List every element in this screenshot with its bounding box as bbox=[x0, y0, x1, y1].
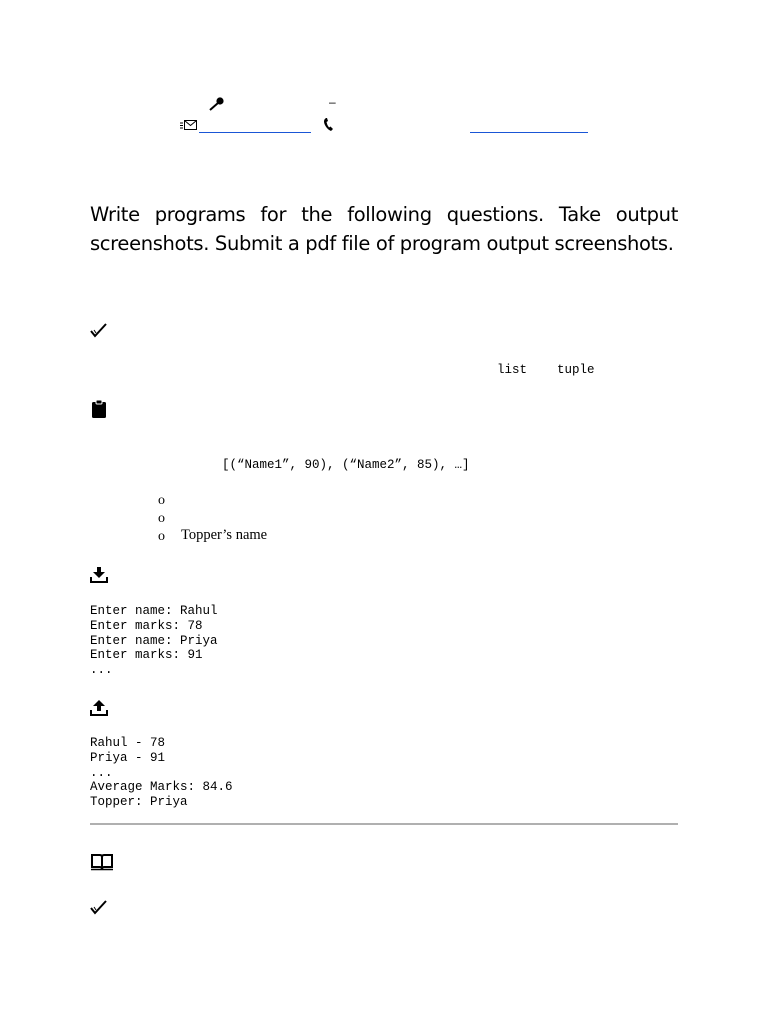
keyword-tuple: tuple bbox=[557, 363, 595, 377]
code-line: Topper: Priya bbox=[90, 795, 188, 810]
code-line: Rahul - 78 bbox=[90, 736, 166, 750]
sample-output bbox=[90, 736, 233, 810]
upload-icon bbox=[90, 699, 108, 716]
section-divider bbox=[90, 823, 678, 825]
phone-icon bbox=[323, 117, 335, 132]
check-icon bbox=[90, 322, 108, 339]
code-line: ... bbox=[90, 663, 113, 678]
instructions-heading: Write programs for the following questions. Take output screenshots. Submit a pdf file of program output screenshots. bbox=[90, 203, 678, 255]
code-line: Priya - 91 bbox=[90, 750, 166, 765]
phone-link[interactable] bbox=[470, 132, 588, 133]
pin-icon bbox=[207, 96, 225, 112]
header-dash: – bbox=[329, 95, 336, 109]
book-icon bbox=[90, 853, 114, 871]
code-line: ... bbox=[90, 765, 113, 780]
email-link[interactable] bbox=[199, 132, 311, 133]
bullet-marker: o bbox=[158, 529, 165, 544]
code-line: Enter marks: 78 bbox=[90, 618, 203, 633]
bullet-text-topper: Topper’s name bbox=[181, 527, 268, 543]
sample-input bbox=[90, 604, 218, 678]
bullet-marker: o bbox=[158, 511, 165, 526]
keyword-list: list bbox=[497, 363, 528, 377]
code-line: Average Marks: 84.6 bbox=[90, 780, 233, 795]
clipboard-icon bbox=[91, 399, 107, 419]
code-line: Enter name: Priya bbox=[90, 633, 218, 648]
code-line: Enter marks: 91 bbox=[90, 648, 203, 663]
bullet-marker: o bbox=[158, 493, 165, 508]
example-format: [(“Name1”, 90), (“Name2”, 85), …] bbox=[222, 458, 470, 472]
email-icon bbox=[180, 119, 198, 131]
code-line: Enter name: Rahul bbox=[90, 604, 218, 618]
download-icon bbox=[90, 566, 108, 583]
check-icon bbox=[90, 899, 108, 916]
